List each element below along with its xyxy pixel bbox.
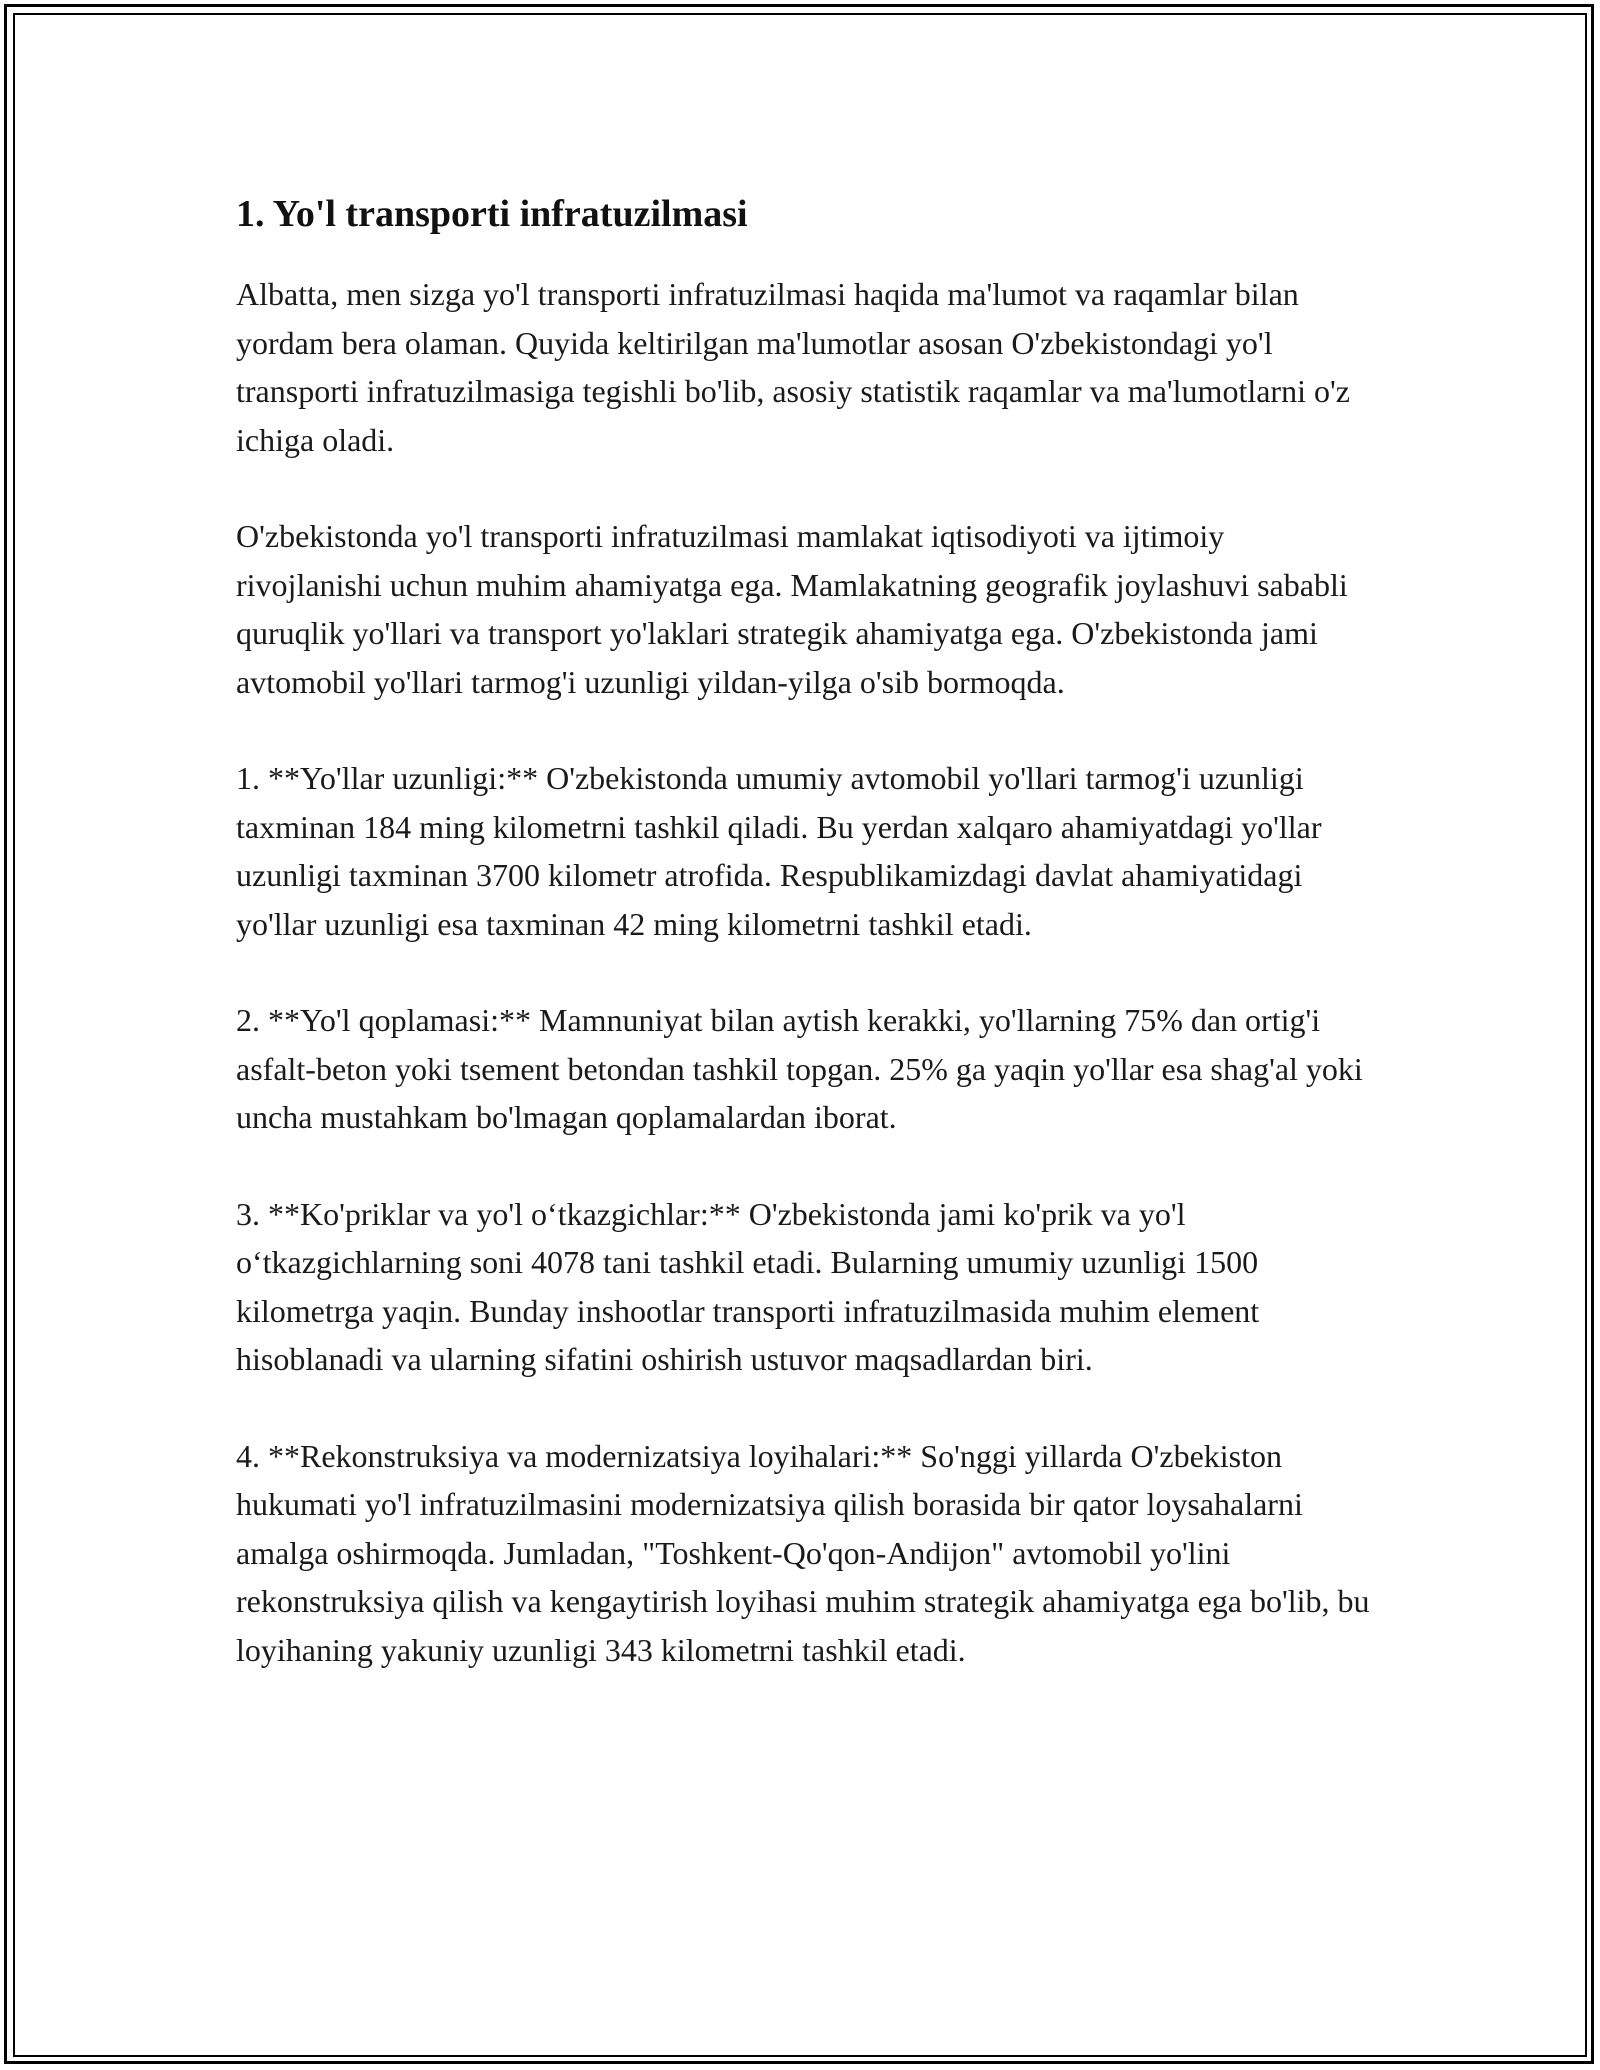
document-title: 1. Yo'l transporti infratuzilmasi	[236, 193, 748, 235]
document-body	[236, 186, 1376, 1722]
list-item-road-surface: 2. **Yo'l qoplamasi:** Mamnuniyat bilan aytish kerakki, yo'llarning 75% dan ortig'i asfalt-beton yoki tsement betondan tashkil topgan. 25% ga yaqin yo'llar esa shag'al yoki uncha mustahkam bo'lmagan qoplamalardan iborat.	[236, 1002, 1363, 1135]
list-item-road-length: 1. **Yo'llar uzunligi:** O'zbekistonda umumiy avtomobil yo'llari tarmog'i uzunligi taxminan 184 ming kilometrni tashkil qiladi. Bu yerdan xalqaro ahamiyatdagi yo'llar uzunligi taxminan 3700 kilometr atrofida. Respublikamizdagi davlat ahamiyatidagi yo'llar uzunligi esa taxminan 42 ming kilometrni tashkil etadi.	[236, 760, 1322, 942]
paragraph-overview: O'zbekistonda yo'l transporti infratuzilmasi mamlakat iqtisodiyoti va ijtimoiy rivojlanishi uchun muhim ahamiyatga ega. Mamlakatning geografik joylashuvi sababli quruqlik yo'llari va transport yo'laklari strategik ahamiyatga ega. O'zbekistonda jami avtomobil yo'llari tarmog'i uzunligi yildan-yilga o'sib bormoqda.	[236, 518, 1348, 700]
list-item-reconstruction: 4. **Rekonstruksiya va modernizatsiya loyihalari:** So'nggi yillarda O'zbekiston hukumati yo'l infratuzilmasini modernizatsiya qilish borasida bir qator loysahalarni amalga oshirmoqda. Jumladan, "Toshkent-Qo'qon-Andijon" avtomobil yo'lini rekonstruksiya qilish va kengaytirish loyihasi muhim strategik ahamiyatga ega bo'lib, bu loyihaning yakuniy uzunligi 343 kilometrni tashkil etadi.	[236, 1437, 1370, 1668]
paragraph-intro: Albatta, men sizga yo'l transporti infratuzilmasi haqida ma'lumot va raqamlar bilan yordam bera olaman. Quyida keltirilgan ma'lumotlar asosan O'zbekistondagi yo'l transporti infratuzilmasiga tegishli bo'lib, asosiy statistik raqamlar va ma'lumotlarni o'z ichiga oladi.	[236, 276, 1350, 458]
list-item-bridges: 3. **Ko'priklar va yo'l o‘tkazgichlar:** O'zbekistonda jami ko'prik va yo'l o‘tkazgichlarning soni 4078 tani tashkil etadi. Bularning umumiy uzunligi 1500 kilometrga yaqin. Bunday inshootlar transporti infratuzilmasida muhim element hisoblanadi va ularning sifatini oshirish ustuvor maqsadlardan biri.	[236, 1195, 1260, 1377]
